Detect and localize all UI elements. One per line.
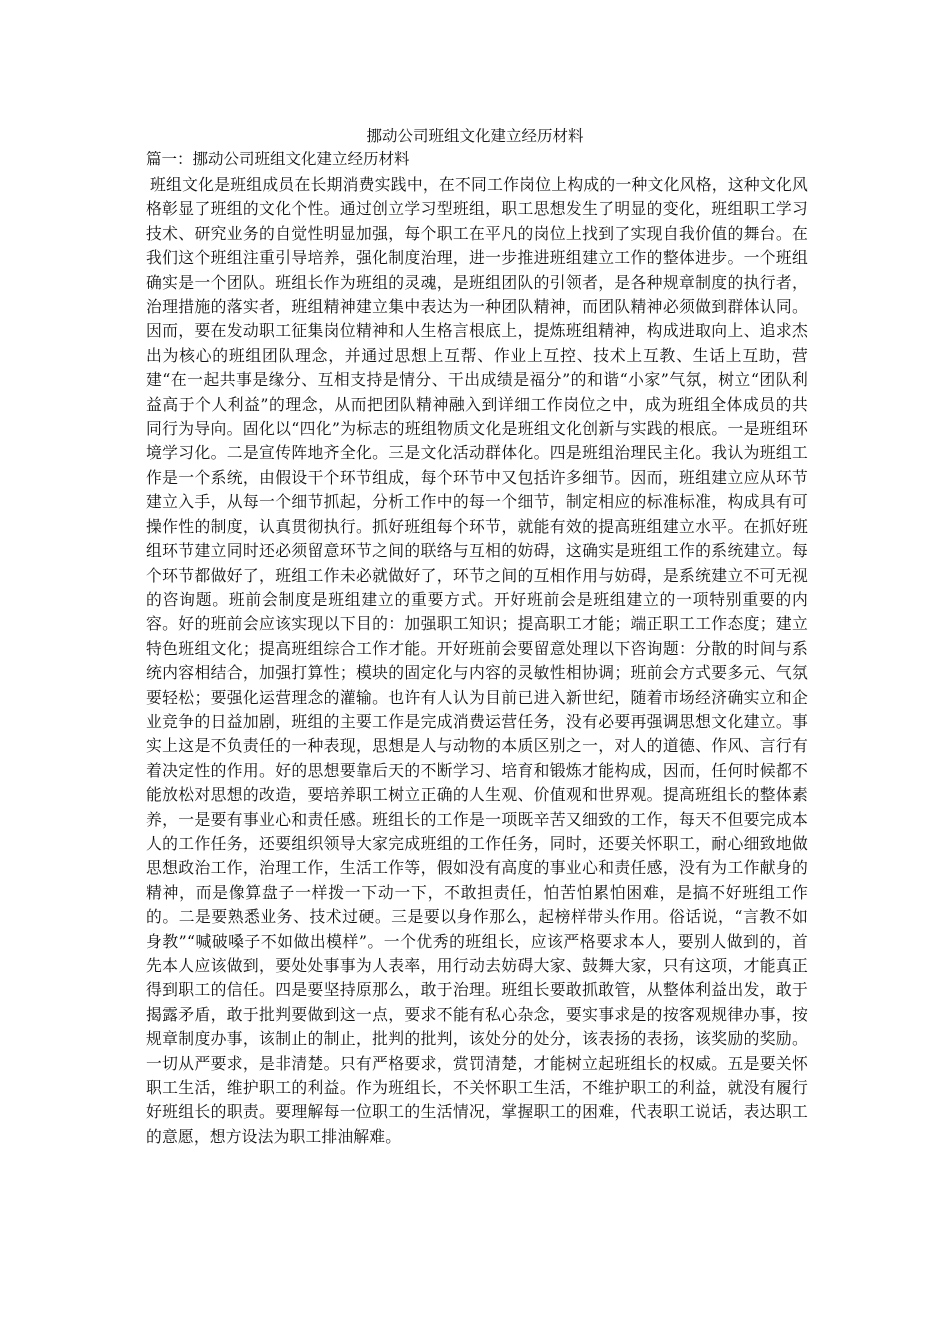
document-title: 挪动公司班组文化建立经历材料 (366, 127, 584, 145)
document-body-paragraph: 班组文化是班组成员在长期消费实践中，在不同工作岗位上构成的一种文化风格，这种文化风格彰显了班组的文化个性。通过创立学习型班组，职工思想发生了明显的变化，班组职工学习技术、研究业务的自觉性明显加强，每个职工在平凡的岗位上找到了实现自我价值的舞台。在我们这个班组注重引导培养，强化制度治理，进一步推进班组建立工作的整体进步。一个班组确实是一个团队。班组长作为班组的灵魂，是班组团队的引领者，是各种规章制度的执行者，治理措施的落实者，班组精神建立集中表达为一种团队精神，而团队精神必须做到群体认同。因而，要在发动职工征集岗位精神和人生格言根底上，提炼班组精神，构成进取向上、追求杰出为核心的班组团队理念，并通过思想上互帮、作业上互控、技术上互教、生话上互助，营建“在一起共事是缘分、互相支持是情分、干出成绩是福分”的和谐“小家”气氛，树立“团队利益高于个人利益”的理念，从而把团队精神融入到详细工作岗位之中，成为班组全体成员的共同行为导向。固化以“四化”为标志的班组物质文化是班组文化创新与实践的根底。一是班组环境学习化。二是宣传阵地齐全化。三是文化活动群体化。四是班组治理民主化。我认为班组工作是一个系统，由假设干个环节组成，每个环节中又包括许多细节。因而，班组建立应从环节建立入手，从每一个细节抓起，分析工作中的每一个细节，制定相应的标准标准，构成具有可操作性的制度，认真贯彻执行。抓好班组每个环节，就能有效的提高班组建立水平。在抓好班组环节建立同时还必须留意环节之间的联络与互相的妨碍，这确实是班组工作的系统建立。每个环节都做好了，班组工作未必就做好了，环节之间的互相作用与妨碍，是系统建立不可无视的咨询题。班前会制度是班组建立的重要方式。开好班前会是班组建立的一项特别重要的内容。好的班前会应该实现以下目的：加强职工知识；提高职工才能；端正职工工作态度；建立特色班组文化；提高班组综合工作才能。开好班前会要留意处理以下咨询题：分散的时间与系统内容相结合，加强打算性；模块的固定化与内容的灵敏性相协调；班前会方式要多元、气氛要轻松；要强化运营理念的灌输。也许有人认为目前已进入新世纪，随着市场经济确实立和企业竞争的日益加剧，班组的主要工作是完成消费运营任务，没有必要再强调思想文化建立。事实上这是不负责任的一种表现，思想是人与动物的本质区别之一，对人的道德、作风、言行有着决定性的作用。好的思想要靠后天的不断学习、培育和锻炼才能构成，因而，任何时候都不能放松对思想的改造，要培养职工树立正确的人生观、价值观和世界观。提高班组长的整体素养，一是要有事业心和责任感。班组长的工作是一项既辛苦又细致的工作，每天不但要完成本人的工作任务，还要组织领导大家完成班组的工作任务，同时，还要关怀职工，耐心细致地做思想政治工作，治理工作，生活工作等，假如没有高度的事业心和责任感，没有为工作献身的精神，而是像算盘子一样拨一下动一下，不敢担责任，怕苦怕累怕困难，是搞不好班组工作的。二是要熟悉业务、技术过硬。三是要以身作那么，起榜样带头作用。俗话说，“言教不如身教”“喊破嗓子不如做出模样”。一个优秀的班组长，应该严格要求本人，要别人做到的，首先本人应该做到，要处处事事为人表率，用行动去妨碍大家、鼓舞大家，只有这项，才能真正得到职工的信任。四是要坚持原那么，敢于治理。班组长要敢抓敢管，从整体利益出发，敢于揭露矛盾，敢于批判要做到这一点，要求不能有私心杂念，要实事求是的按客观规律办事，按规章制度办事，该制止的制止，批判的批判，该处分的处分，该表扬的表扬，该奖励的奖励。一切从严要求，是非清楚。只有严格要求，赏罚清楚，才能树立起班组长的权威。五是要关怀职工生活，维护职工的利益。作为班组长，不关怀职工生活，不维护职工的利益，就没有履行好班组长的职责。要理解每一位职工的生活情况，掌握职工的困难，代表职工说话，表达职工的意愿，想方设法为职工排油解难。 (146, 175, 808, 1146)
document-subtitle: 篇一：挪动公司班组文化建立经历材料 (146, 150, 410, 168)
